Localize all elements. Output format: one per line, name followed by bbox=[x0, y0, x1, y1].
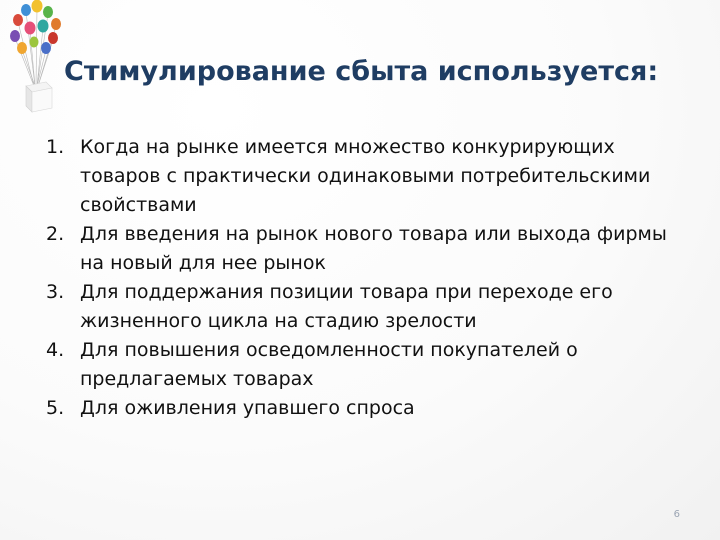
list-item bbox=[46, 336, 696, 394]
list-item-number: 1. bbox=[46, 136, 65, 158]
list-item-text: Когда на рынке имеется множество конкурирующих товаров с практически одинаковыми потребительскими свойствами bbox=[80, 136, 651, 216]
list-item bbox=[46, 220, 696, 278]
list-item-number: 4. bbox=[46, 339, 65, 361]
page-number: 6 bbox=[673, 509, 680, 520]
list-item-text: Для оживления упавшего спроса bbox=[80, 397, 415, 419]
list-item bbox=[46, 278, 696, 336]
balloons-gift-box-icon bbox=[6, 0, 68, 115]
list-item bbox=[46, 133, 696, 220]
list-item-text: Для введения на рынок нового товара или выхода фирмы на новый для нее рынок bbox=[80, 223, 667, 274]
list-item-text: Для повышения осведомленности покупателей о предлагаемых товарах bbox=[80, 339, 578, 390]
list-item-number: 3. bbox=[46, 281, 65, 303]
list-item bbox=[46, 394, 696, 423]
list-item-text: Для поддержания позиции товара при переходе его жизненного цикла на стадию зрелости bbox=[80, 281, 613, 332]
numbered-list bbox=[46, 133, 696, 423]
slide-title: Стимулирование сбыта используется: bbox=[64, 56, 659, 87]
list-item-number: 5. bbox=[46, 397, 65, 419]
list-item-number: 2. bbox=[46, 223, 65, 245]
